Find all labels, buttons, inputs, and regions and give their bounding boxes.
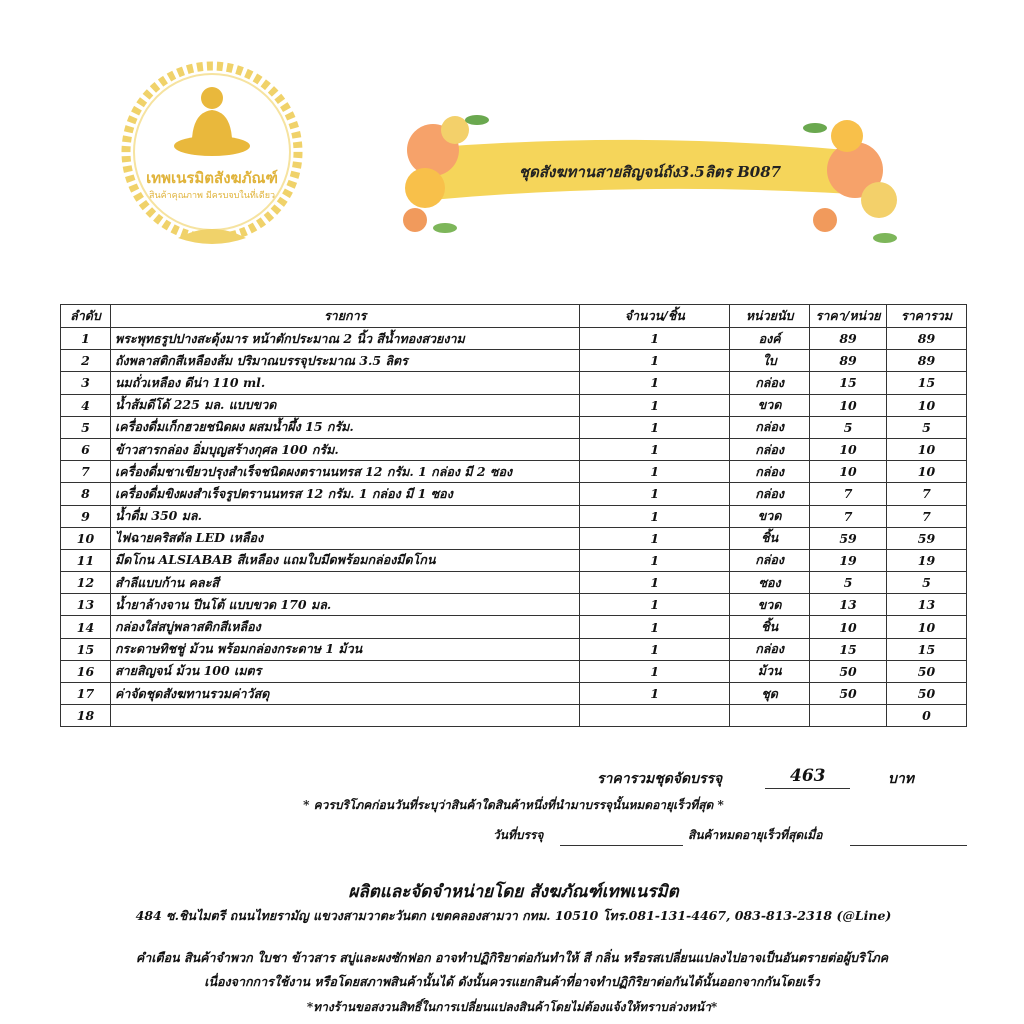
cell-total: 5 [887,416,967,438]
cell-unit: องค์ [730,328,810,350]
cell-no: 1 [61,328,111,350]
total-label: ราคารวมชุดจัดบรรจุ [597,771,723,787]
cell-qty: 1 [580,438,730,460]
cell-item: เครื่องดื่มชาเขียวปรุงสำเร็จชนิดผงตรานนทรส 12 กรัม. 1 กล่อง มี 2 ซอง [110,461,579,483]
logo-name: เทพเนรมิตสังฆภัณฑ์ [146,169,278,187]
cell-price: 15 [810,372,887,394]
cell-item: ถังพลาสติกสีเหลืองส้ม ปริมาณบรรจุประมาณ 3.5 ลิตร [110,350,579,372]
cell-qty: 1 [580,328,730,350]
cell-total: 50 [887,660,967,682]
cell-price: 89 [810,328,887,350]
cell-price: 50 [810,683,887,705]
cell-no: 10 [61,527,111,549]
cell-no: 3 [61,372,111,394]
header-item: รายการ [110,305,579,328]
cell-price: 10 [810,438,887,460]
cell-qty: 1 [580,683,730,705]
cell-qty: 1 [580,461,730,483]
cell-qty: 1 [580,616,730,638]
header-price: ราคา/หน่วย [810,305,887,328]
cell-price: 50 [810,660,887,682]
cell-price: 5 [810,572,887,594]
table-row [61,394,967,416]
table-row [61,350,967,372]
cell-qty: 1 [580,394,730,416]
cell-total: 19 [887,549,967,571]
cell-price: 10 [810,461,887,483]
cell-item: พระพุทธรูปปางสะดุ้งมาร หน้าตักประมาณ 2 นิ้ว สีน้ำทองสวยงาม [110,328,579,350]
cell-no: 7 [61,461,111,483]
table-row [61,683,967,705]
cell-price: 5 [810,416,887,438]
address: 484 ซ.ชินไมตรี ถนนไทยรามัญ แขวงสามวาตะวันตก เขตคลองสามวา กทม. 10510 โทร.081-131-4467, 083-813-2318 (@Line) [135,908,892,923]
page-title: ชุดสังฆทานสายสิญจน์ถัง3.5ลิตร B087 [518,163,782,181]
cell-unit: ใบ [730,350,810,372]
cell-total: 13 [887,594,967,616]
cell-qty: 1 [580,527,730,549]
table-row [61,483,967,505]
cell-item: เครื่องดื่มเก็กฮวยชนิดผง ผสมน้ำผึ้ง 15 กรัม. [110,416,579,438]
cell-price: 7 [810,505,887,527]
cell-no: 4 [61,394,111,416]
cell-item: เครื่องดื่มขิงผงสำเร็จรูปตรานนทรส 12 กรัม. 1 กล่อง มี 1 ซอง [110,483,579,505]
header-no: ลำดับ [61,305,111,328]
cell-qty: 1 [580,483,730,505]
cell-qty: 1 [580,660,730,682]
table-row [61,505,967,527]
cell-unit: กล่อง [730,461,810,483]
cell-total: 7 [887,505,967,527]
cell-item: ข้าวสารกล่อง อิ่มบุญสร้างกุศล 100 กรัม. [110,438,579,460]
cell-no: 9 [61,505,111,527]
cell-total: 50 [887,683,967,705]
pack-date-line[interactable] [560,845,683,846]
cell-unit: กล่อง [730,549,810,571]
cell-total: 10 [887,394,967,416]
expire-label: สินค้าหมดอายุเร็วที่สุดเมื่อ [688,828,823,842]
expire-date-line[interactable] [850,845,967,846]
table-row [61,594,967,616]
cell-no: 2 [61,350,111,372]
cell-price: 7 [810,483,887,505]
cell-no: 17 [61,683,111,705]
cell-item: มีดโกน ALSIABAB สีเหลือง แถมใบมีดพร้อมกล่องมีดโกน [110,549,579,571]
cell-unit: ชุด [730,683,810,705]
cell-price: 15 [810,638,887,660]
header-unit: หน่วยนับ [730,305,810,328]
cell-qty: 1 [580,416,730,438]
cell-no: 5 [61,416,111,438]
cell-qty: 1 [580,350,730,372]
total-underline [765,788,850,789]
table-row [61,660,967,682]
warning-line-1: คำเตือน สินค้าจำพวก ใบชา ข้าวสาร สบู่และผงซักฟอก อาจทำปฏิกิริยาต่อกันทำให้ สี กลิ่น หรือรสเปลี่ยนแปลงไปอาจเป็นอันตรายต่อผู้บริโภค [135,950,889,965]
cell-total: 10 [887,438,967,460]
table-row [61,372,967,394]
logo-rope-wreath-icon [108,60,316,252]
logo [108,60,316,252]
cell-no: 13 [61,594,111,616]
cell-item: น้ำยาล้างจาน ปีนโต้ แบบขวด 170 มล. [110,594,579,616]
cell-item [110,705,579,727]
warning-line-2: เนื่องจากการใช้งาน หรือโดยสภาพสินค้านั้นได้ ดังนั้นควรแยกสินค้าที่อาจทำปฏิกิริยาต่อกันได้นั้นออกจากกันโดยเร็ว [204,974,820,989]
cell-unit [730,705,810,727]
cell-total: 5 [887,572,967,594]
cell-unit: กล่อง [730,372,810,394]
cell-no: 11 [61,549,111,571]
table-row [61,638,967,660]
cell-no: 8 [61,483,111,505]
cell-total: 0 [887,705,967,727]
disclaimer: *ทางร้านขอสงวนสิทธิ์ในการเปลี่ยนแปลงสินค้าโดยไม่ต้องแจ้งให้ทราบล่วงหน้า* [306,1000,718,1014]
cell-price [810,705,887,727]
cell-item: สายสิญจน์ ม้วน 100 เมตร [110,660,579,682]
header-total: ราคารวม [887,305,967,328]
cell-unit: ม้วน [730,660,810,682]
cell-unit: ชิ้น [730,616,810,638]
items-table [60,304,967,727]
cell-total: 89 [887,328,967,350]
cell-qty: 1 [580,549,730,571]
cell-no: 12 [61,572,111,594]
cell-qty: 1 [580,572,730,594]
cell-total: 15 [887,638,967,660]
cell-unit: กล่อง [730,416,810,438]
table-header-row [61,305,967,328]
cell-no: 16 [61,660,111,682]
total-value: 463 [790,766,826,786]
cell-price: 89 [810,350,887,372]
table-row [61,549,967,571]
cell-unit: ขวด [730,394,810,416]
cell-item: น้ำส้มดีโด้ 225 มล. แบบขวด [110,394,579,416]
table-row [61,572,967,594]
cell-no: 15 [61,638,111,660]
cell-total: 15 [887,372,967,394]
cell-unit: กล่อง [730,438,810,460]
cell-item: สำลีแบบก้าน คละสี [110,572,579,594]
cell-qty: 1 [580,505,730,527]
logo-slogan: สินค้าคุณภาพ มีครบจบในที่เดียว [148,191,276,201]
cell-qty: 1 [580,372,730,394]
producer: ผลิตและจัดจำหน่ายโดย สังฆภัณฑ์เทพเนรมิต [348,882,679,902]
header-qty: จำนวน/ชิ้น [580,305,730,328]
table-row [61,461,967,483]
pack-date-label: วันที่บรรจุ [493,828,544,842]
cell-unit: ชิ้น [730,527,810,549]
cell-total: 10 [887,616,967,638]
cell-unit: ขวด [730,505,810,527]
cell-price: 19 [810,549,887,571]
cell-total: 89 [887,350,967,372]
table-row [61,616,967,638]
cell-qty: 1 [580,638,730,660]
table-row [61,416,967,438]
table-row [61,438,967,460]
cell-qty: 1 [580,594,730,616]
table-row [61,527,967,549]
table-row [61,705,967,727]
cell-price: 10 [810,394,887,416]
cell-item: ค่าจัดชุดสังฆทานรวมค่าวัสดุ [110,683,579,705]
cell-no: 14 [61,616,111,638]
cell-item: ไฟฉายคริสตัล LED เหลือง [110,527,579,549]
cell-price: 13 [810,594,887,616]
cell-unit: ซอง [730,572,810,594]
cell-item: กระดาษทิชชู่ ม้วน พร้อมกล่องกระดาษ 1 ม้วน [110,638,579,660]
cell-unit: ขวด [730,594,810,616]
table-row [61,328,967,350]
expiry-note: * ควรบริโภคก่อนวันที่ระบุว่าสินค้าใดสินค้าหนึ่งที่นำมาบรรจุนั้นหมดอายุเร็วที่สุด * [303,798,724,812]
cell-total: 10 [887,461,967,483]
cell-total: 59 [887,527,967,549]
cell-no: 6 [61,438,111,460]
cell-item: น้ำดื่ม 350 มล. [110,505,579,527]
cell-price: 59 [810,527,887,549]
cell-price: 10 [810,616,887,638]
cell-item: กล่องใส่สบู่พลาสติกสีเหลือง [110,616,579,638]
total-currency: บาท [888,771,914,787]
cell-no: 18 [61,705,111,727]
cell-item: นมถั่วเหลือง ดีน่า 110 ml. [110,372,579,394]
monk-icon [174,87,250,156]
cell-total: 7 [887,483,967,505]
cell-unit: กล่อง [730,483,810,505]
cell-qty [580,705,730,727]
cell-unit: กล่อง [730,638,810,660]
table-body [61,328,967,727]
